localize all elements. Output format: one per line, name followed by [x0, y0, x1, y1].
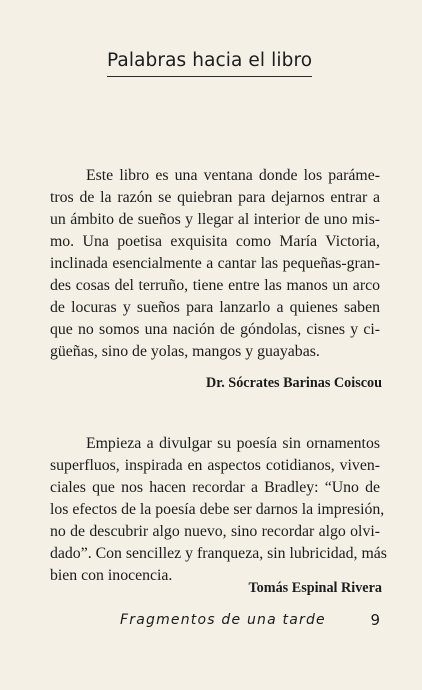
paragraph-1-line: Este libro es una ventana donde los paráme-: [86, 167, 380, 184]
paragraph-2-line: ciales que nos hacen recordar a Bradley: “Uno de: [50, 479, 380, 496]
paragraph-2-line: los efectos de la poesía debe ser darnos la impresión,: [50, 501, 385, 518]
paragraph-2: [50, 433, 387, 587]
paragraph-1-line: mo. Una poetisa exquisita como María Victoria,: [50, 233, 380, 250]
paragraph-1-line: de locuras y sueños para lanzarlo a quienes saben: [50, 299, 380, 316]
paragraph-2-line: no de descubrir algo nuevo, sino recordar algo olvi-: [50, 523, 380, 540]
paragraph-1-line: inclinada esencialmente a cantar las pequeñas-gran-: [50, 255, 380, 272]
paragraph-1: [50, 165, 380, 363]
running-footer-title: Fragmentos de una tarde: [120, 612, 326, 628]
paragraph-2-line: Empieza a divulgar su poesía sin ornamentos: [86, 435, 380, 452]
title-underline: [107, 76, 312, 77]
page-title: Palabras hacia el libro: [107, 50, 313, 71]
paragraph-1-line: güeñas, sino de yolas, mangos y guayabas.: [50, 343, 320, 360]
paragraph-2-line: bien con inocencia.: [50, 567, 173, 584]
paragraph-2-line: superfluos, inspirada en aspectos cotidianos, viven-: [50, 457, 380, 474]
signature-2: Tomás Espinal Rivera: [248, 580, 382, 596]
paragraph-1-line: des cosas del terruño, tiene entre las manos un arco: [50, 277, 380, 294]
paragraph-1-line: un ámbito de sueños y llegar al interior de uno mis-: [50, 211, 380, 228]
page-footer: [120, 612, 380, 634]
paragraph-1-line: tros de la razón se quiebran para dejarnos entrar a: [50, 189, 380, 206]
signature-1: Dr. Sócrates Barinas Coiscou: [205, 375, 382, 391]
paragraph-2-line: dado”. Con sencillez y franqueza, sin lubricidad, más: [50, 545, 387, 562]
page-number: 9: [370, 611, 380, 629]
paragraph-1-line: que no somos una nación de góndolas, cisnes y ci-: [50, 321, 380, 338]
